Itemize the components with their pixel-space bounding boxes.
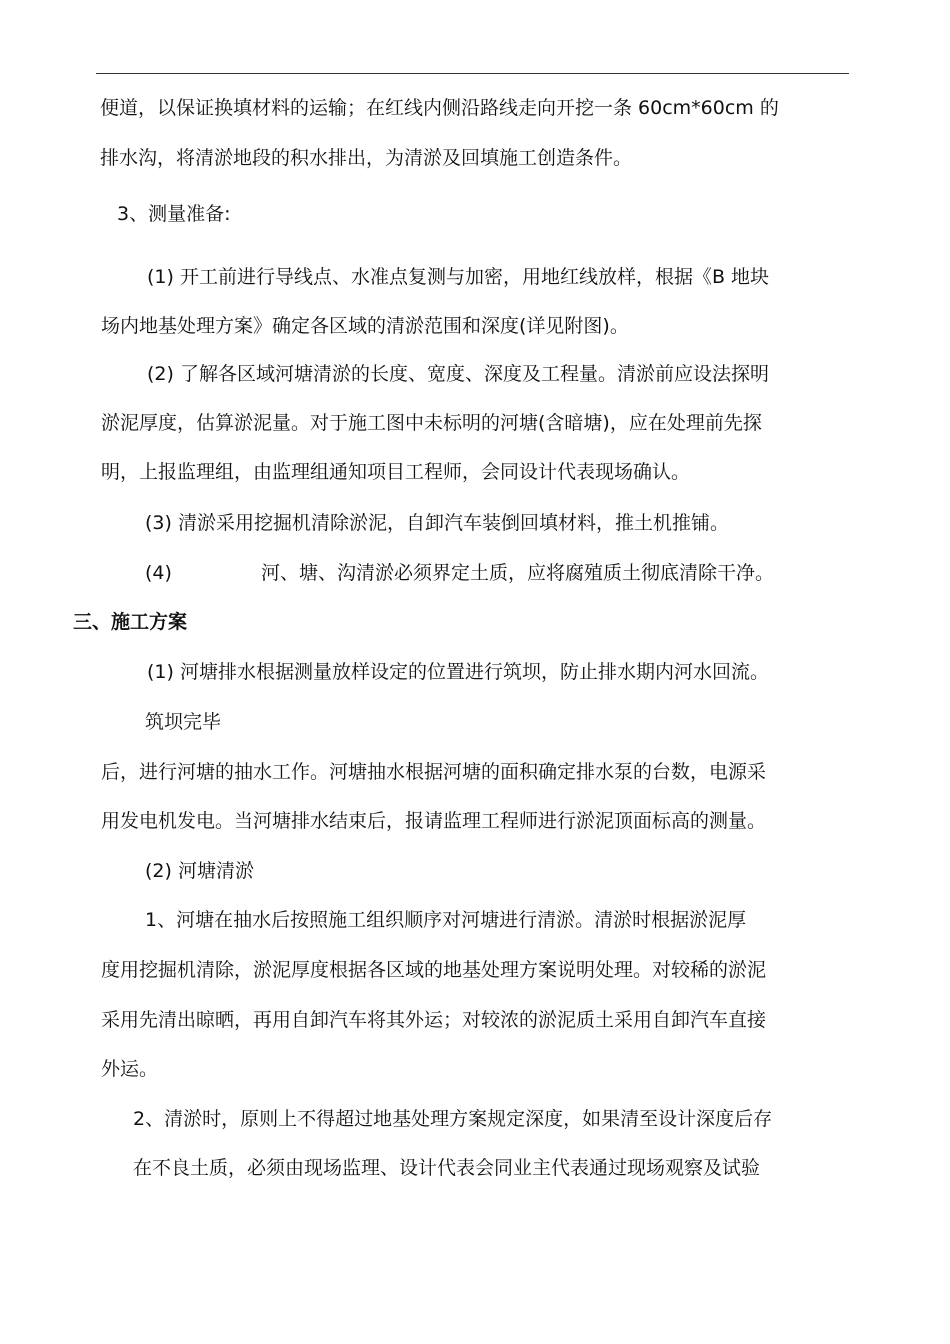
text-line-10: 河、塘、沟清淤必须界定土质，应将腐殖质土彻底清除干净。 (261, 562, 775, 584)
text-line-7: 淤泥厚度，估算淤泥量。对于施工图中未标明的河塘(含暗塘)，应在处理前先探 (101, 412, 762, 434)
text-line-17: 1、河塘在抽水后按照施工组织顺序对河塘进行清淤。清淤时根据淤泥厚 (145, 909, 747, 931)
text-line-15: 用发电机发电。当河塘排水结束后，报请监理工程师进行淤泥顶面标高的测量。 (101, 810, 767, 832)
text-line-12: (1) 河塘排水根据测量放样设定的位置进行筑坝，防止排水期内河水回流。 (147, 661, 769, 683)
text-line-5: 场内地基处理方案》确定各区域的清淤范围和深度(详见附图)。 (101, 315, 629, 337)
text-line-20: 外运。 (101, 1058, 159, 1080)
header-rule (96, 73, 849, 74)
text-line-10-number: (4) (145, 562, 172, 584)
section-subheading-survey: 3、测量准备: (117, 203, 231, 225)
text-line-22: 在不良土质，必须由现场监理、设计代表会同业主代表通过现场观察及试验 (133, 1157, 761, 1179)
text-line-6: (2) 了解各区域河塘清淤的长度、宽度、深度及工程量。清淤前应设法探明 (147, 363, 769, 385)
text-line-9: (3) 清淤采用挖掘机清除淤泥，自卸汽车装倒回填材料，推土机推铺。 (145, 512, 729, 534)
text-line-16: (2) 河塘清淤 (145, 860, 254, 882)
text-line-4: (1) 开工前进行导线点、水准点复测与加密，用地红线放样，根据《B 地块 (147, 266, 770, 288)
text-line-21: 2、清淤时，原则上不得超过地基处理方案规定深度，如果清至设计深度后存 (133, 1108, 773, 1130)
text-line-13: 筑坝完毕 (145, 711, 222, 733)
text-line-18: 度用挖掘机清除，淤泥厚度根据各区域的地基处理方案说明处理。对较稀的淤泥 (101, 959, 767, 981)
text-line-14: 后，进行河塘的抽水工作。河塘抽水根据河塘的面积确定排水泵的台数，电源采 (101, 761, 767, 783)
section-heading-construction-plan: 三、施工方案 (73, 611, 188, 633)
text-line-1: 便道，以保证换填材料的运输；在红线内侧沿路线走向开挖一条 60cm*60cm 的 (100, 97, 779, 119)
text-line-2: 排水沟，将清淤地段的积水排出，为清淤及回填施工创造条件。 (100, 147, 633, 169)
text-line-19: 采用先清出晾晒，再用自卸汽车将其外运；对较浓的淤泥质土采用自卸汽车直接 (101, 1009, 767, 1031)
text-line-8: 明，上报监理组，由监理组通知项目工程师，会同设计代表现场确认。 (101, 461, 691, 483)
